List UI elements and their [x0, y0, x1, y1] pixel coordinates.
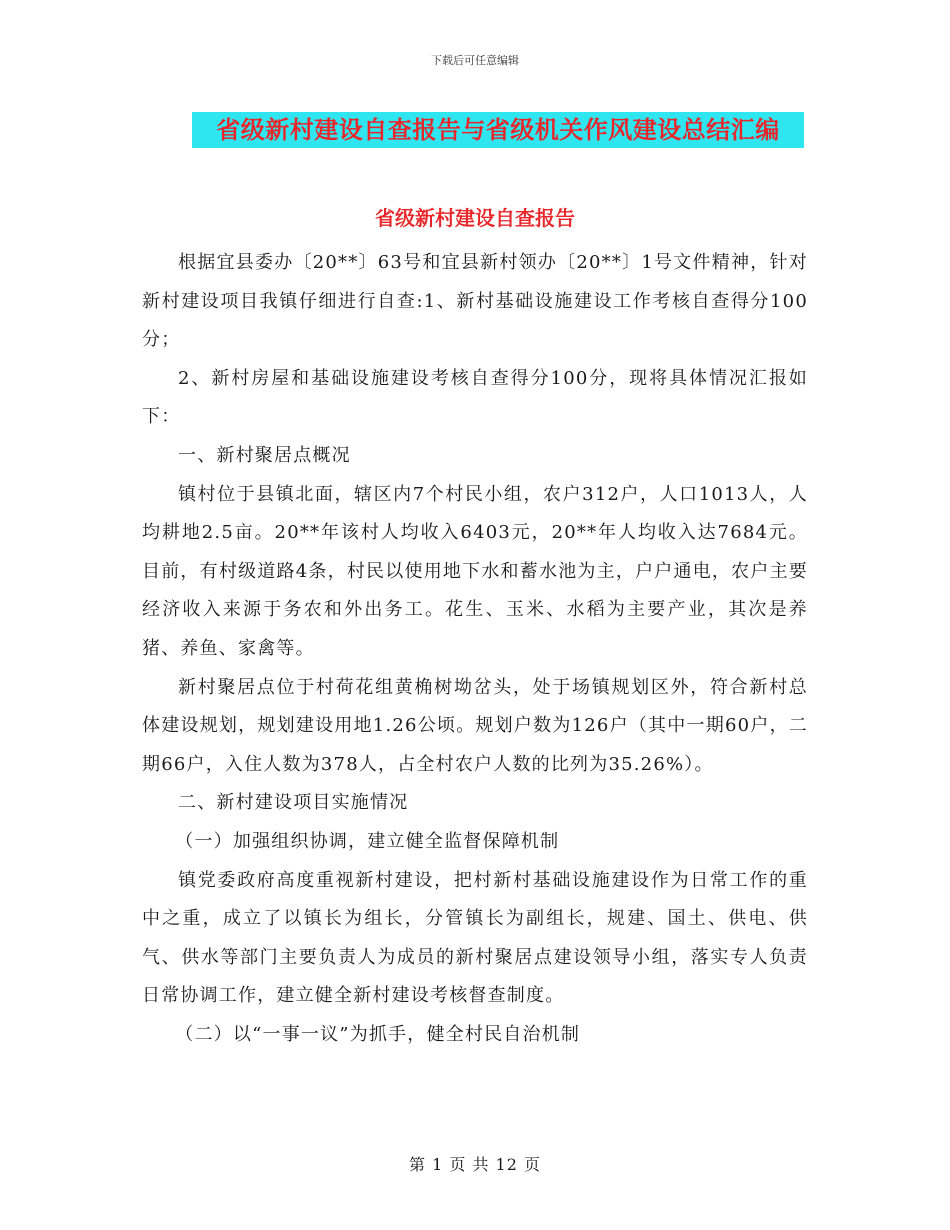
paragraph: 新村聚居点位于村荷花组黄桷树坳岔头，处于场镇规划区外，符合新村总体建设规划，规划建设用地1.26公顷。规划户数为126户（其中一期60户，二期66户，入住人数为378人，占全村农户人数的比列为35.26%）。: [142, 676, 808, 775]
paragraph: 镇党委政府高度重视新村建设，把村新村基础设施建设作为日常工作的重中之重，成立了以镇长为组长，分管镇长为副组长，规建、国土、供电、供气、供水等部门主要负责人为成员的新村聚居点建设领导小组，落实专人负责日常协调工作，建立健全新村建设考核督查制度。: [142, 869, 808, 1007]
header-note: 下载后可任意编辑: [431, 54, 519, 67]
paragraph: 镇村位于县镇北面，辖区内7个村民小组，农户312户，人口1013人，人均耕地2.5亩。20**年该村人均收入6403元，20**年人均收入达7684元。目前，有村级道路4条，村民以使用地下水和蓄水池为主，户户通电，农户主要经济收入来源于务农和外出务工。花生、玉米、水稻为主要产业，其次是养猪、养鱼、家禽等。: [142, 483, 808, 659]
paragraph-heading: 二、新村建设项目实施情况: [178, 792, 409, 814]
section-title: 省级新村建设自查报告: [375, 206, 575, 230]
paragraph-subheading: （二）以“一事一议”为抓手，健全村民自治机制: [175, 1023, 581, 1045]
document-body: [142, 244, 808, 1054]
paragraph: 根据宜县委办〔20**〕63号和宜县新村领办〔20**〕1号文件精神，针对新村建设项目我镇仔细进行自查:1、新村基础设施建设工作考核自查得分100分；: [142, 252, 808, 351]
document-main-title: 省级新村建设自查报告与省级机关作风建设总结汇编: [192, 112, 804, 148]
paragraph-subheading: （一）加强组织协调，建立健全监督保障机制: [175, 830, 560, 852]
paragraph-heading: 一、新村聚居点概况: [178, 444, 351, 466]
page-number-footer: 第 1 页 共 12 页: [409, 1155, 541, 1174]
paragraph: 2、新村房屋和基础设施建设考核自查得分100分，现将具体情况汇报如下：: [142, 367, 808, 428]
